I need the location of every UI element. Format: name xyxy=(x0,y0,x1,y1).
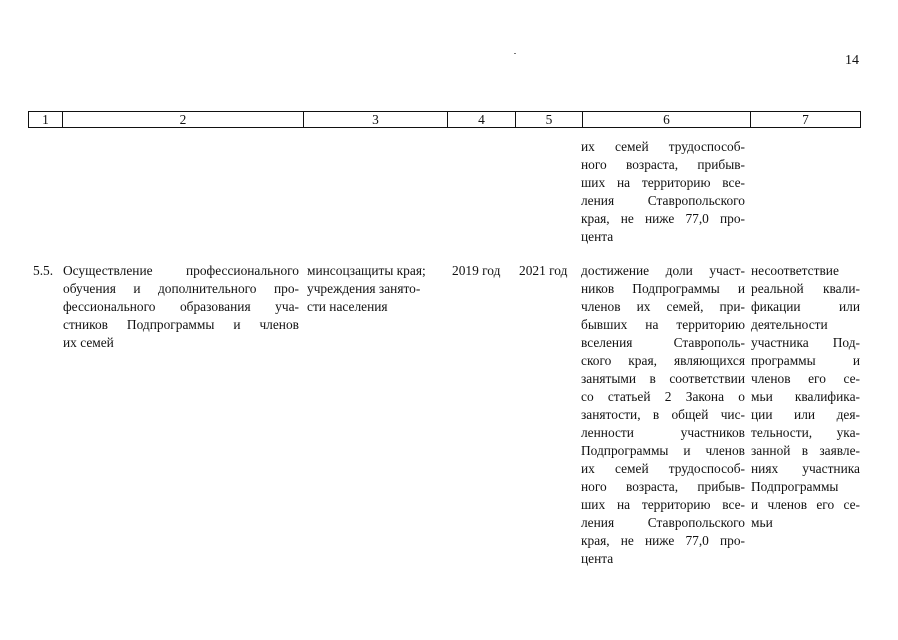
row-5-5-start-year: 2019 год xyxy=(452,263,501,278)
text-line: сти населения xyxy=(307,299,388,314)
row-number: 5.5. xyxy=(33,263,54,278)
text-line: участника Под- xyxy=(751,335,860,350)
text-line: деятельности xyxy=(751,317,828,332)
header-cell-1: 1 xyxy=(42,112,49,127)
text-line: программы и xyxy=(751,353,860,368)
text-line: ского края, являющихся xyxy=(581,353,745,368)
text-line: ленности участников xyxy=(581,425,745,440)
text-line: обучения и дополнительного про- xyxy=(63,281,299,296)
text-line: несоответствие xyxy=(751,263,839,278)
text-line: фикации или xyxy=(751,299,860,314)
header-cell-6: 6 xyxy=(582,112,750,127)
text-line: бывших на территорию xyxy=(581,317,745,332)
text-line: цента xyxy=(581,551,614,566)
text-line: Подпрограммы xyxy=(751,479,839,494)
text-line: минсоцзащиты края; xyxy=(307,263,426,278)
text-line: Осуществление профессионального xyxy=(63,263,299,278)
row-5-5-end-year: 2021 год xyxy=(519,263,568,278)
text-line: их семей xyxy=(63,335,114,350)
text-line: ного возраста, прибыв- xyxy=(581,157,745,172)
text-line: мьи xyxy=(751,515,773,530)
header-cell-4: 4 xyxy=(447,112,515,127)
text-line: ции или дея- xyxy=(751,407,860,422)
text-line: ления Ставропольского xyxy=(581,515,745,530)
row-5-5-col3-text xyxy=(307,262,445,316)
text-line: вселения Ставрополь- xyxy=(581,335,745,350)
row-5-5-col6-text xyxy=(581,262,745,568)
text-line: учреждения занято- xyxy=(307,281,421,296)
text-line: ших на территорию все- xyxy=(581,175,745,190)
row-5-5-col7-text xyxy=(751,262,860,532)
table-header-row xyxy=(28,111,861,128)
text-line: ниях участника xyxy=(751,461,860,476)
text-line: цента xyxy=(581,229,614,244)
text-line: членов его се- xyxy=(751,371,860,386)
text-line: мьи квалифика- xyxy=(751,389,860,404)
text-line: тельности, ука- xyxy=(751,425,860,440)
header-cell-5: 5 xyxy=(515,112,582,127)
text-line: ников Подпрограммы и xyxy=(581,281,745,296)
text-line: ного возраста, прибыв- xyxy=(581,479,745,494)
text-line: ления Ставропольского xyxy=(581,193,745,208)
text-line: края, не ниже 77,0 про- xyxy=(581,211,745,226)
text-line: достижение доли участ- xyxy=(581,263,745,278)
header-cell-2: 2 xyxy=(62,112,303,127)
row-5-5-col2-text xyxy=(63,262,299,352)
text-line: фессионального образования уча- xyxy=(63,299,299,314)
text-line: Подпрограммы и членов xyxy=(581,443,745,458)
text-line: стников Подпрограммы и членов xyxy=(63,317,299,332)
scan-speck xyxy=(514,53,516,54)
text-line: со статьей 2 Закона о xyxy=(581,389,745,404)
page-number: 14 xyxy=(845,53,859,68)
text-line: занятыми в соответствии xyxy=(581,371,745,386)
text-line: ших на территорию все- xyxy=(581,497,745,512)
header-cell-7: 7 xyxy=(750,112,860,127)
text-line: занятости, в общей чис- xyxy=(581,407,745,422)
text-line: занной в заявле- xyxy=(751,443,860,458)
text-line: их семей трудоспособ- xyxy=(581,139,745,154)
text-line: края, не ниже 77,0 про- xyxy=(581,533,745,548)
text-line: членов их семей, при- xyxy=(581,299,745,314)
text-line: реальной квали- xyxy=(751,281,860,296)
continued-col6-text xyxy=(581,138,745,246)
header-cell-3: 3 xyxy=(303,112,447,127)
text-line: их семей трудоспособ- xyxy=(581,461,745,476)
text-line: и членов его се- xyxy=(751,497,860,512)
